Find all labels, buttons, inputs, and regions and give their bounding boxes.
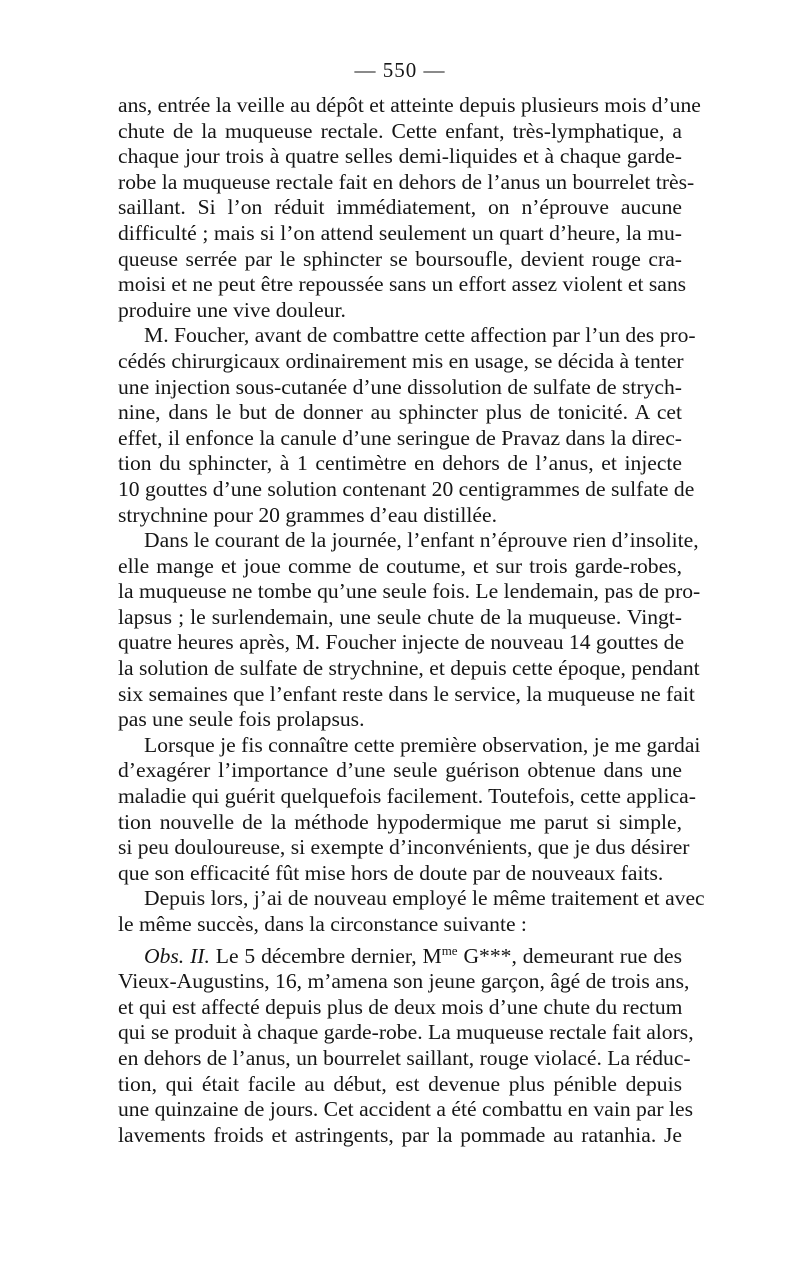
paragraph-3 <box>118 528 701 733</box>
body-text <box>118 93 705 1148</box>
text-line: le même succès, dans la circonstance suivante : <box>118 912 527 936</box>
paragraph-5 <box>118 886 705 937</box>
text-line: robe la muqueuse rectale fait en dehors de l’anus un bourrelet très- <box>118 169 695 194</box>
text-line: Vieux-Augustins, 16, m’amena son jeune garçon, âgé de trois ans, <box>118 969 690 994</box>
text-line: une quinzaine de jours. Cet accident a été combattu en vain par les <box>118 1097 694 1122</box>
text-line: elle mange et joue comme de coutume, et sur trois garde-robes, <box>118 553 682 578</box>
text-line: saillant. Si l’on réduit immédiatement, on n’éprouve aucune <box>118 195 682 220</box>
observation-label: Obs. II. <box>144 943 210 968</box>
text-line: la solution de sulfate de strychnine, et depuis cette époque, pendant <box>118 656 700 681</box>
text-line: en dehors de l’anus, un bourrelet saillant, rouge violacé. La réduc- <box>118 1045 691 1070</box>
text-line: produire une vive douleur. <box>118 297 346 322</box>
text-line: lavements froids et astringents, par la pommade au ratanhia. Je <box>118 1122 682 1147</box>
text-line <box>118 944 682 970</box>
text-line: qui se produit à chaque garde-robe. La muqueuse rectale fait alors, <box>118 1020 694 1045</box>
text-line: la muqueuse ne tombe qu’une seule fois. Le lendemain, pas de pro- <box>118 579 701 604</box>
text-line: queuse serrée par le sphincter se boursoufle, devient rouge cra- <box>118 246 682 271</box>
text-line: tion nouvelle de la méthode hypodermique me parut si simple, <box>118 809 682 834</box>
paragraph-6 <box>118 942 694 1149</box>
text-line: une injection sous-cutanée d’une dissolution de sulfate de strych- <box>118 374 682 399</box>
page-number: — 550 — <box>354 58 446 82</box>
text-line: 10 gouttes d’une solution contenant 20 centigrammes de sulfate de <box>118 476 695 501</box>
text-line: tion, qui était facile au début, est devenue plus pénible depuis <box>118 1071 682 1096</box>
superscript: me <box>441 942 458 958</box>
text-line: cédés chirurgicaux ordinairement mis en usage, se décida à tenter <box>118 348 684 373</box>
text-line: maladie qui guérit quelquefois facilement. Toutefois, cette applica- <box>118 784 696 809</box>
text-line: que son efficacité fût mise hors de doute par de nouveaux faits. <box>118 860 664 885</box>
text-line: tion du sphincter, à 1 centimètre en dehors de l’anus, et injecte <box>118 451 682 476</box>
text-line: et qui est affecté depuis plus de deux mois d’une chute du rectum <box>118 994 683 1019</box>
text-line: strychnine pour 20 grammes d’eau distillée. <box>118 502 497 527</box>
text-line: ans, entrée la veille au dépôt et atteinte depuis plusieurs mois d’une <box>118 93 701 117</box>
text-line: Lorsque je fis connaître cette première observation, je me gardai <box>144 732 701 757</box>
text-line: chaque jour trois à quatre selles demi-liquides et à chaque garde- <box>118 144 682 169</box>
text-line: Dans le courant de la journée, l’enfant n’éprouve rien d’insolite, <box>144 528 699 553</box>
text-line: M. Foucher, avant de combattre cette affection par l’un des pro- <box>144 323 696 348</box>
text-line: difficulté ; mais si l’on attend seulement un quart d’heure, la mu- <box>118 220 682 245</box>
text-line: Depuis lors, j’ai de nouveau employé le même traitement et avec <box>144 886 705 911</box>
paragraph-2 <box>118 323 696 528</box>
paragraph-4 <box>118 732 701 887</box>
text-line: pas une seule fois prolapsus. <box>118 707 365 732</box>
text-line: chute de la muqueuse rectale. Cette enfant, très-lymphatique, a <box>118 118 682 143</box>
text-line: nine, dans le but de donner au sphincter plus de tonicité. A cet <box>118 400 682 425</box>
paragraph-1 <box>118 93 701 323</box>
text-line: d’exagérer l’importance d’une seule guérison obtenue dans une <box>118 758 682 783</box>
text-fragment: G***, demeurant rue des <box>457 943 682 968</box>
text-line: six semaines que l’enfant reste dans le service, la muqueuse ne fait <box>118 681 695 706</box>
text-line: moisi et ne peut être repoussée sans un effort assez violent et sans <box>118 272 687 297</box>
text-line: quatre heures après, M. Foucher injecte de nouveau 14 gouttes de <box>118 630 685 655</box>
text-line: si peu douloureuse, si exempte d’inconvénients, que je dus désirer <box>118 835 690 860</box>
text-line: lapsus ; le surlendemain, une seule chute de la muqueuse. Vingt- <box>118 604 682 629</box>
text-line: effet, il enfonce la canule d’une seringue de Pravaz dans la direc- <box>118 425 682 450</box>
text-fragment: Le 5 décembre dernier, M <box>209 943 442 968</box>
